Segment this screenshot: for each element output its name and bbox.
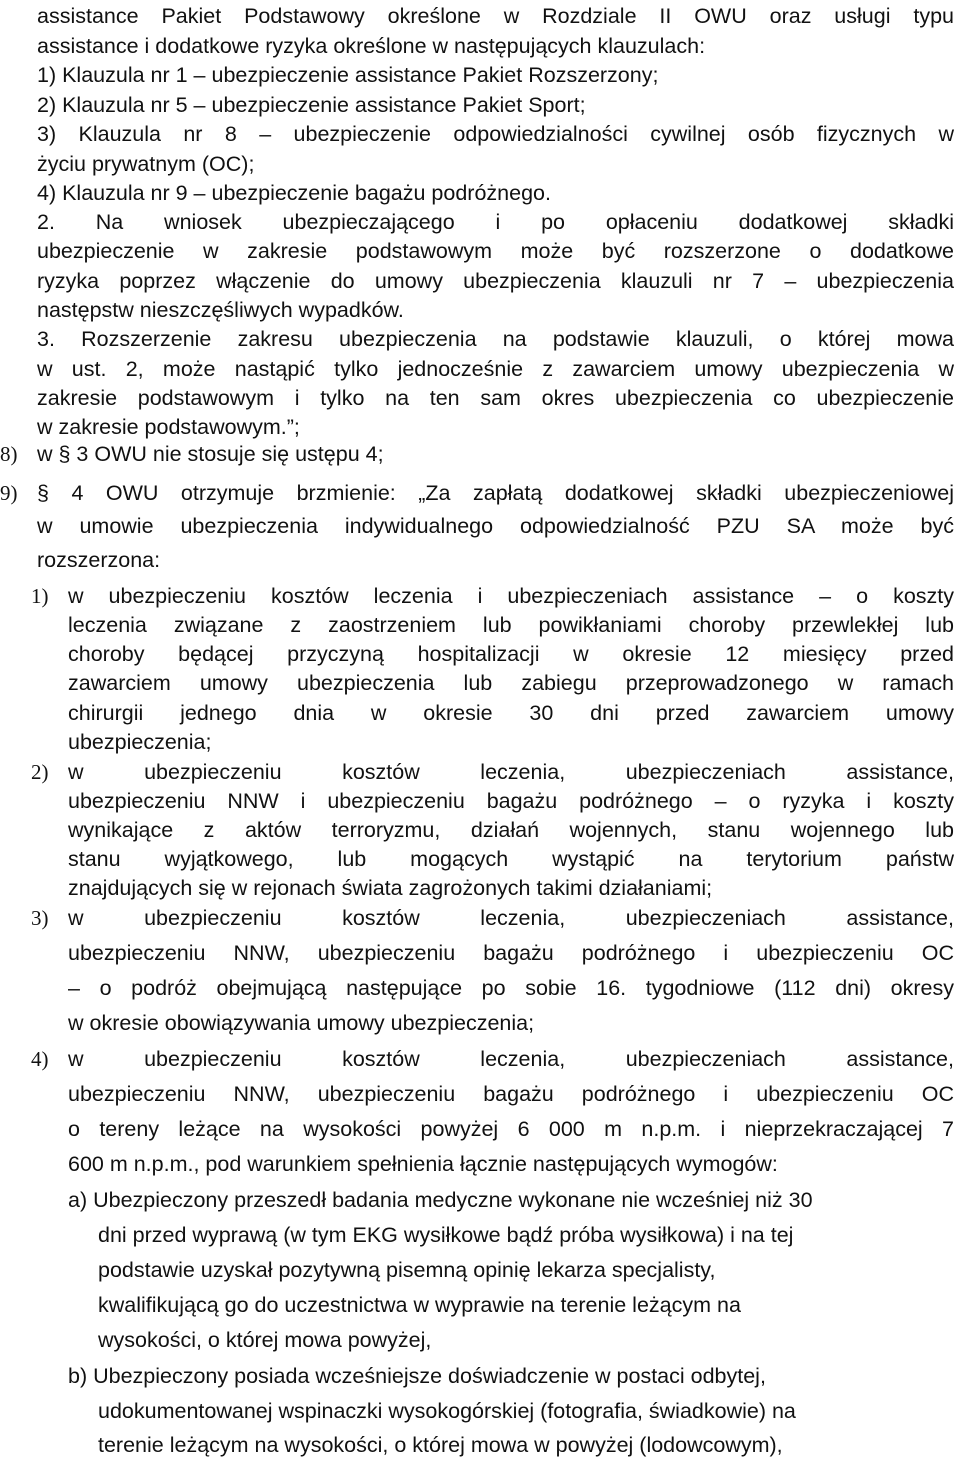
- item-number: 3): [31, 906, 49, 930]
- text-line: udokumentowanej wspinaczki wysokogórskiej (fotografia, świadkowie) na: [98, 1399, 796, 1423]
- text-line: 2. Na wniosek ubezpieczającego i po opłaceniu dodatkowej składki: [37, 210, 954, 234]
- text-line: następstw nieszczęśliwych wypadków.: [37, 298, 404, 322]
- item-number: 4): [31, 1047, 49, 1071]
- text-line: terenie leżącym na wysokości, o której mowa w powyżej (lodowcowym),: [98, 1433, 783, 1457]
- text-line: w okresie obowiązywania umowy ubezpieczenia;: [68, 1011, 535, 1035]
- text-line: § 4 OWU otrzymuje brzmienie: „Za zapłatą dodatkowej składki ubezpieczeniowej: [37, 481, 954, 505]
- text-line: wynikające z aktów terroryzmu, działań wojennych, stanu wojennego lub: [68, 818, 954, 842]
- text-line: rozszerzona:: [37, 548, 161, 572]
- text-line: 3) Klauzula nr 8 – ubezpieczenie odpowiedzialności cywilnej osób fizycznych w: [37, 122, 954, 146]
- text-line: stanu wyjątkowego, lub mogących wystąpić na terytorium państw: [68, 847, 954, 871]
- item-number: 1): [31, 584, 49, 608]
- text-line: w ubezpieczeniu kosztów leczenia, ubezpieczeniach assistance,: [68, 760, 954, 784]
- text-line: w ubezpieczeniu kosztów leczenia i ubezpieczeniach assistance – o koszty: [68, 584, 954, 608]
- text-line: w ust. 2, może nastąpić tylko jednocześnie z zawarciem umowy ubezpieczenia w: [37, 357, 954, 381]
- text-line: 1) Klauzula nr 1 – ubezpieczenie assistance Pakiet Rozszerzony;: [37, 63, 659, 87]
- text-line: – o podróż obejmującą następujące po sobie 16. tygodniowe (112 dni) okresy: [68, 976, 954, 1000]
- text-line: w ubezpieczeniu kosztów leczenia, ubezpieczeniach assistance,: [68, 906, 954, 930]
- text-line: życiu prywatnym (OC);: [37, 152, 255, 176]
- text-line: ubezpieczeniu NNW, ubezpieczeniu bagażu podróżnego i ubezpieczeniu OC: [68, 941, 954, 965]
- text-line: o tereny leżące na wysokości powyżej 6 000 m n.p.m. i nieprzekraczającej 7: [68, 1117, 954, 1141]
- item-number: 9): [0, 481, 18, 505]
- text-line: w ubezpieczeniu kosztów leczenia, ubezpieczeniach assistance,: [68, 1047, 954, 1071]
- text-line: leczenia związane z zaostrzeniem lub powikłaniami choroby przewlekłej lub: [68, 613, 954, 637]
- item-number: 2): [31, 760, 49, 784]
- text-line: zawarciem umowy ubezpieczenia lub zabiegu przeprowadzonego w ramach: [68, 671, 954, 695]
- text-line: w zakresie podstawowym.”;: [37, 415, 300, 439]
- text-line: ryzyka poprzez włączenie do umowy ubezpieczenia klauzuli nr 7 – ubezpieczenia: [37, 269, 954, 293]
- text-line: chirurgii jednego dnia w okresie 30 dni przed zawarciem umowy: [68, 701, 954, 725]
- text-line: choroby będącej przyczyną hospitalizacji w okresie 12 miesięcy przed: [68, 642, 954, 666]
- text-line: 2) Klauzula nr 5 – ubezpieczenie assistance Pakiet Sport;: [37, 93, 586, 117]
- text-line: ubezpieczenie w zakresie podstawowym może być rozszerzone o dodatkowe: [37, 239, 954, 263]
- text-line: kwalifikującą go do uczestnictwa w wyprawie na terenie leżącym na: [98, 1293, 741, 1317]
- text-line: wysokości, o której mowa powyżej,: [98, 1328, 432, 1352]
- text-line: dni przed wyprawą (w tym EKG wysiłkowe bądź próba wysiłkowa) i na tej: [98, 1223, 794, 1247]
- text-line: znajdujących się w rejonach świata zagrożonych takimi działaniami;: [68, 876, 713, 900]
- text-line: assistance i dodatkowe ryzyka określone w następujących klauzulach:: [37, 34, 706, 58]
- text-line: ubezpieczeniu NNW i ubezpieczeniu bagażu podróżnego – o ryzyka i koszty: [68, 789, 954, 813]
- text-line: b) Ubezpieczony posiada wcześniejsze doświadczenie w postaci odbytej,: [68, 1364, 766, 1388]
- text-line: 3. Rozszerzenie zakresu ubezpieczenia na podstawie klauzuli, o której mowa: [37, 327, 954, 351]
- text-line: 4) Klauzula nr 9 – ubezpieczenie bagażu podróżnego.: [37, 181, 551, 205]
- text-line: 600 m n.p.m., pod warunkiem spełnienia łącznie następujących wymogów:: [68, 1152, 778, 1176]
- text-line: assistance Pakiet Podstawowy określone w Rozdziale II OWU oraz usługi typu: [37, 4, 954, 28]
- item-text: w § 3 OWU nie stosuje się ustępu 4;: [37, 442, 384, 466]
- item-number: 8): [0, 442, 18, 466]
- text-line: zakresie podstawowym i tylko na ten sam okres ubezpieczenia co ubezpieczenie: [37, 386, 954, 410]
- text-line: ubezpieczeniu NNW, ubezpieczeniu bagażu podróżnego i ubezpieczeniu OC: [68, 1082, 954, 1106]
- text-line: a) Ubezpieczony przeszedł badania medyczne wykonane nie wcześniej niż 30: [68, 1188, 813, 1212]
- text-line: podstawie uzyskał pozytywną pisemną opinię lekarza specjalisty,: [98, 1258, 716, 1282]
- text-line: ubezpieczenia;: [68, 730, 212, 754]
- text-line: w umowie ubezpieczenia indywidualnego odpowiedzialność PZU SA może być: [37, 514, 954, 538]
